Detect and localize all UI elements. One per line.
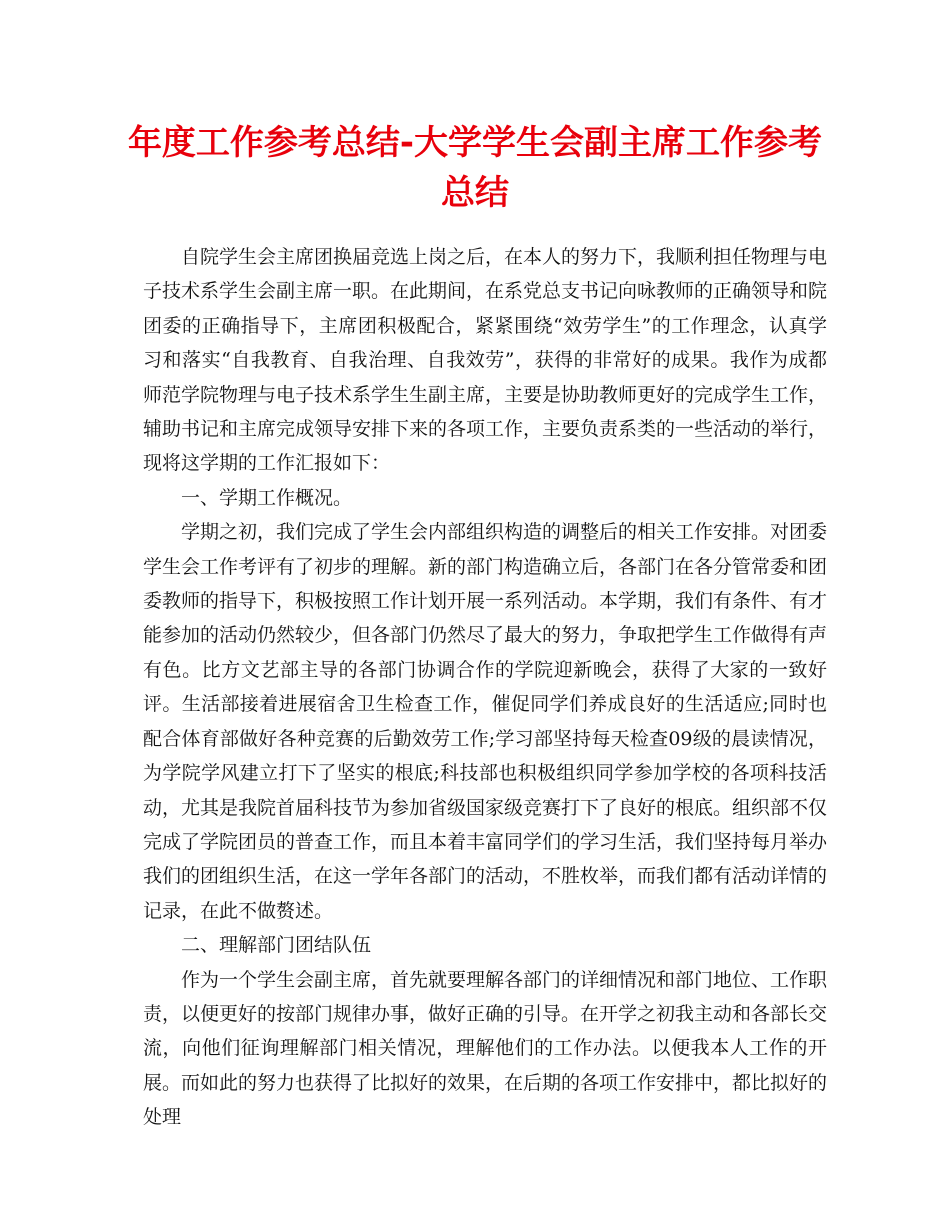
section-heading-2: 二、理解部门团结队伍 bbox=[181, 934, 372, 957]
document-body bbox=[143, 240, 827, 1135]
paragraph-section-2: 作为一个学生会副主席，首先就要理解各部门的详细情况和部门地位、工作职责，以便更好的按部门规律办事，做好正确的引导。在开学之初我主动和各部长交流，向他们征询理解部门相关情况，理解他们的工作办法。以便我本人工作的开展。而如此的努力也获得了比拟好的效果，在后期的各项工作安排中，都比拟好的处理 bbox=[143, 968, 828, 1129]
document-title: 年度工作参考总结-大学学生会副主席工作参考总结 bbox=[127, 123, 823, 213]
paragraph-intro: 自院学生会主席团换届竞选上岗之后，在本人的努力下，我顺利担任物理与电子技术系学生会副主席一职。在此期间，在系党总支书记向咏教师的正确领导和院团委的正确指导下，主席团积极配合，紧紧围绕“效劳学生”的工作理念，认真学习和落实“自我教育、自我治理、自我效劳”，获得的非常好的成果。我作为成都师范学院物理与电子技术系学生生副主席，主要是协助教师更好的完成学生工作，辅助书记和主席完成领导安排下来的各项工作，主要负责系类的一些活动的举行，现将这学期的工作汇报如下： bbox=[143, 246, 828, 475]
paragraph-section-1: 学期之初，我们完成了学生会内部组织构造的调整后的相关工作安排。对团委学生会工作考评有了初步的理解。新的部门构造确立后，各部门在各分管常委和团委教师的指导下，积极按照工作计划开展一系列活动。本学期，我们有条件、有才能参加的活动仍然较少，但各部门仍然尽了最大的努力，争取把学生工作做得有声有色。比方文艺部主导的各部门协调合作的学院迎新晚会，获得了大家的一致好评。生活部接着进展宿舍卫生检查工作，催促同学们养成良好的生活适应;同时也配合体育部做好各种竞赛的后勤效劳工作;学习部坚持每天检查09级的晨读情况，为学院学风建立打下了坚实的根底;科技部也积极组织同学参加学校的各项科技活动，尤其是我院首届科技节为参加省级国家级竞赛打下了良好的根底。组织部不仅完成了学院团员的普查工作，而且本着丰富同学们的学习生活，我们坚持每月举办我们的团组织生活，在这一学年各部门的活动，不胜枚举，而我们都有活动详情的记录，在此不做赘述。 bbox=[143, 521, 828, 922]
section-heading-1: 一、学期工作概况。 bbox=[181, 486, 353, 509]
